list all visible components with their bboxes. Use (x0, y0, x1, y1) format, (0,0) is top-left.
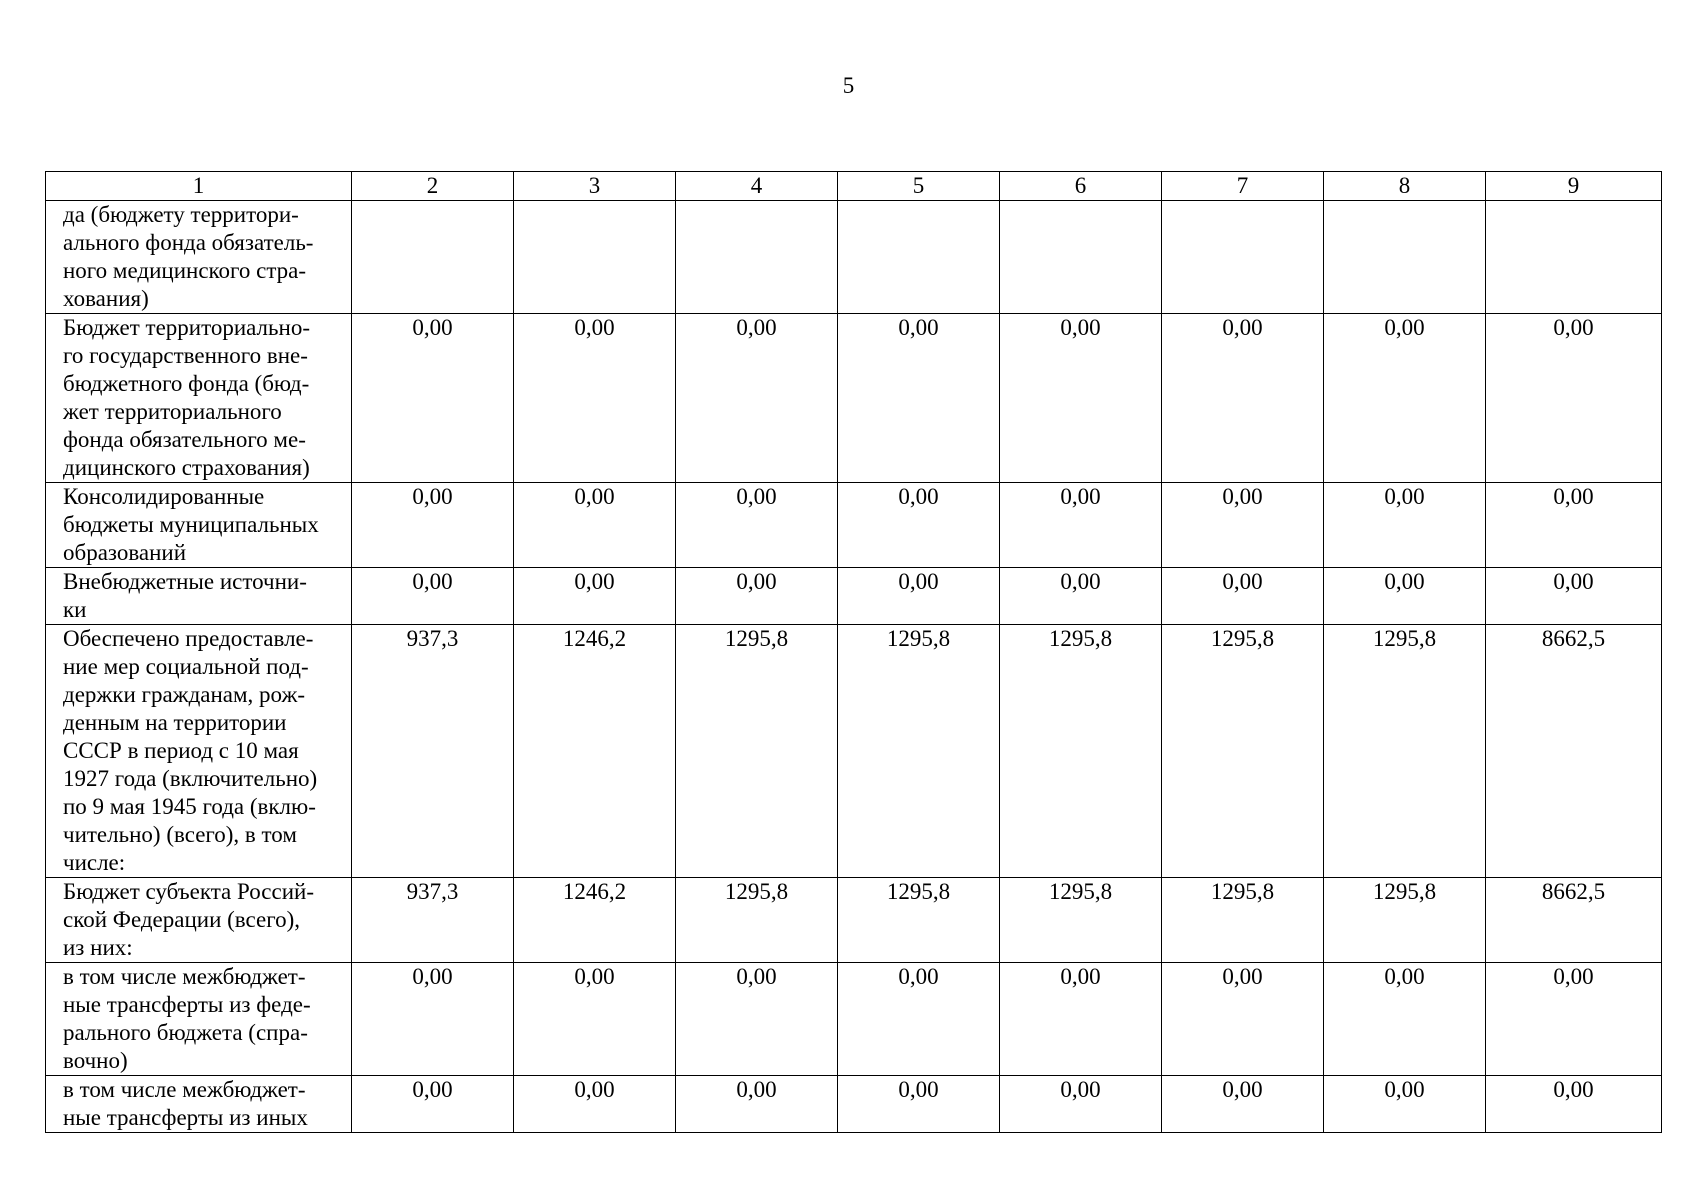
column-header: 7 (1162, 172, 1324, 201)
row-label-line: го государственного вне- (63, 343, 308, 368)
row-label-line: Бюджет территориально- (63, 315, 310, 340)
value-cell: 0,00 (838, 314, 1000, 483)
table-row (46, 201, 1662, 314)
value-cell: 1295,8 (1162, 878, 1324, 963)
table-header (46, 172, 1662, 201)
column-header: 5 (838, 172, 1000, 201)
value-cell: 0,00 (1162, 963, 1324, 1076)
table-row (46, 878, 1662, 963)
row-label-cell (46, 1076, 352, 1133)
row-label-line: чительно) (всего), в том (63, 822, 297, 847)
value-cell: 0,00 (1000, 314, 1162, 483)
value-cell: 0,00 (514, 483, 676, 568)
row-label-line: бюджеты муниципальных (63, 512, 319, 537)
value-cell: 0,00 (1000, 1076, 1162, 1133)
value-cell: 0,00 (1486, 1076, 1662, 1133)
row-label-cell (46, 483, 352, 568)
value-cell: 0,00 (514, 314, 676, 483)
row-label-line: ального фонда обязатель- (63, 230, 314, 255)
value-cell: 0,00 (1324, 1076, 1486, 1133)
value-cell (1324, 201, 1486, 314)
table-row (46, 483, 1662, 568)
table-row (46, 1076, 1662, 1133)
header-row (46, 172, 1662, 201)
value-cell: 0,00 (1000, 483, 1162, 568)
row-label-cell (46, 314, 352, 483)
row-label-line: рального бюджета (спра- (63, 1020, 308, 1045)
value-cell: 937,3 (352, 625, 514, 878)
row-label-cell (46, 963, 352, 1076)
value-cell: 0,00 (676, 568, 838, 625)
row-label-line: по 9 мая 1945 года (вклю- (63, 794, 316, 819)
value-cell: 0,00 (676, 314, 838, 483)
value-cell: 0,00 (1000, 568, 1162, 625)
value-cell: 0,00 (514, 1076, 676, 1133)
row-label-line: Обеспечено предоставле- (63, 626, 314, 651)
value-cell: 0,00 (514, 568, 676, 625)
value-cell: 8662,5 (1486, 878, 1662, 963)
value-cell (1162, 201, 1324, 314)
page-number: 5 (842, 73, 855, 98)
value-cell: 0,00 (1324, 483, 1486, 568)
value-cell: 1295,8 (676, 625, 838, 878)
value-cell: 0,00 (1486, 483, 1662, 568)
value-cell: 0,00 (1324, 314, 1486, 483)
row-label-cell (46, 625, 352, 878)
value-cell: 0,00 (1486, 568, 1662, 625)
value-cell: 0,00 (1324, 963, 1486, 1076)
value-cell: 1295,8 (1162, 625, 1324, 878)
column-header: 6 (1000, 172, 1162, 201)
value-cell: 0,00 (352, 1076, 514, 1133)
row-label-cell (46, 878, 352, 963)
value-cell: 0,00 (352, 963, 514, 1076)
row-label-line: Внебюджетные источни- (63, 569, 307, 594)
value-cell: 1295,8 (1324, 878, 1486, 963)
row-label-line: образований (63, 540, 187, 565)
value-cell: 0,00 (352, 314, 514, 483)
row-label-line: денным на территории (63, 710, 287, 735)
value-cell: 0,00 (676, 963, 838, 1076)
row-label-line: ные трансферты из иных (63, 1105, 308, 1130)
row-label-line: в том числе межбюджет- (63, 1077, 306, 1102)
row-label-cell (46, 568, 352, 625)
value-cell: 1295,8 (838, 878, 1000, 963)
value-cell: 1295,8 (1000, 878, 1162, 963)
row-label-line: держки гражданам, рож- (63, 682, 306, 707)
value-cell: 0,00 (1162, 1076, 1324, 1133)
value-cell: 0,00 (514, 963, 676, 1076)
column-header: 3 (514, 172, 676, 201)
value-cell (352, 201, 514, 314)
row-label-line: фонда обязательного ме- (63, 427, 306, 452)
value-cell: 1295,8 (838, 625, 1000, 878)
row-label-line: из них: (63, 935, 133, 960)
value-cell: 8662,5 (1486, 625, 1662, 878)
row-label-line: ние мер социальной под- (63, 654, 309, 679)
value-cell: 0,00 (838, 963, 1000, 1076)
row-label-line: ного медицинского стра- (63, 258, 307, 283)
value-cell: 0,00 (1162, 483, 1324, 568)
column-header: 8 (1324, 172, 1486, 201)
value-cell (838, 201, 1000, 314)
row-label-line: в том числе межбюджет- (63, 964, 306, 989)
value-cell: 1295,8 (1000, 625, 1162, 878)
value-cell (676, 201, 838, 314)
value-cell: 0,00 (352, 483, 514, 568)
value-cell: 0,00 (838, 1076, 1000, 1133)
table-body (46, 201, 1662, 1133)
value-cell: 0,00 (1486, 963, 1662, 1076)
value-cell (1486, 201, 1662, 314)
value-cell: 0,00 (352, 568, 514, 625)
value-cell: 0,00 (1000, 963, 1162, 1076)
row-label-line: бюджетного фонда (бюд- (63, 371, 310, 396)
row-label-line: Консолидированные (63, 484, 265, 509)
value-cell: 0,00 (676, 1076, 838, 1133)
row-label-line: дицинского страхования) (63, 455, 310, 480)
value-cell: 0,00 (1486, 314, 1662, 483)
row-label-line: числе: (63, 850, 126, 875)
value-cell: 0,00 (1162, 568, 1324, 625)
value-cell (514, 201, 676, 314)
column-header: 4 (676, 172, 838, 201)
table-row (46, 625, 1662, 878)
value-cell (1000, 201, 1162, 314)
row-label-line: СССР в период с 10 мая (63, 738, 299, 763)
value-cell: 0,00 (838, 568, 1000, 625)
row-label-line: жет территориального (63, 399, 282, 424)
row-label-line: 1927 года (включительно) (63, 766, 318, 791)
column-header: 2 (352, 172, 514, 201)
value-cell: 0,00 (676, 483, 838, 568)
row-label-line: да (бюджету территори- (63, 202, 299, 227)
row-label-line: ской Федерации (всего), (63, 907, 300, 932)
value-cell: 1295,8 (676, 878, 838, 963)
budget-table (45, 171, 1662, 1133)
row-label-line: Бюджет субъекта Россий- (63, 879, 315, 904)
row-label-line: ные трансферты из феде- (63, 992, 311, 1017)
value-cell: 1246,2 (514, 625, 676, 878)
row-label-line: вочно) (63, 1048, 128, 1073)
value-cell: 937,3 (352, 878, 514, 963)
value-cell: 0,00 (838, 483, 1000, 568)
value-cell: 1246,2 (514, 878, 676, 963)
column-header: 1 (46, 172, 352, 201)
table-row (46, 963, 1662, 1076)
table-row (46, 568, 1662, 625)
row-label-cell (46, 201, 352, 314)
value-cell: 1295,8 (1324, 625, 1486, 878)
value-cell: 0,00 (1162, 314, 1324, 483)
row-label-line: хования) (63, 286, 149, 311)
table-row (46, 314, 1662, 483)
column-header: 9 (1486, 172, 1662, 201)
value-cell: 0,00 (1324, 568, 1486, 625)
row-label-line: ки (63, 597, 87, 622)
